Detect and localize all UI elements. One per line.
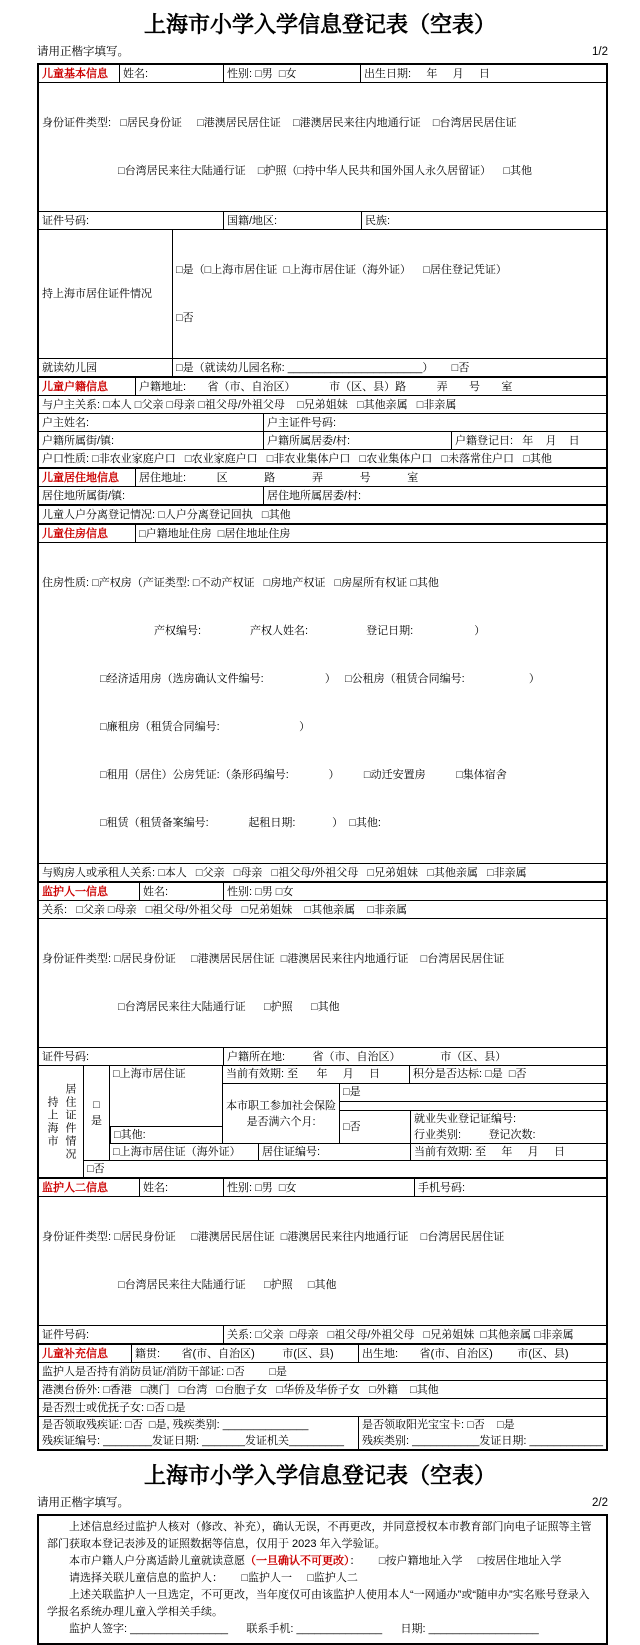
field-housing-line3: □经济适用房（选房确认文件编号: ） □公租房（租赁合同编号: ） — [100, 673, 540, 685]
yes-char: 是 — [91, 1115, 102, 1127]
preference-label: 本市户籍人户分离适龄儿童就读意愿 — [69, 1555, 245, 1567]
field-guardian1-overseas-card-no: 居住证编号: — [258, 1144, 410, 1161]
page-number-2: 2/2 — [592, 1497, 608, 1509]
row-guardian1-header — [39, 883, 606, 900]
guardian-signature-blank: 监护人签字: ________________ — [69, 1623, 228, 1635]
field-guardian1-permit-vertical-label — [39, 1066, 83, 1177]
field-guardian1-insurance-no: □否 — [343, 1121, 361, 1133]
registration-form-table — [37, 63, 608, 1451]
field-guardian1-industry: 行业类别: 登记次数: — [414, 1129, 536, 1141]
row-overseas-status — [39, 1380, 606, 1398]
field-native-place: 籍贯: 省(市、自治区) 市(区、县) — [131, 1345, 358, 1362]
row-guardian2-id-number — [39, 1325, 606, 1343]
row-householder — [39, 413, 606, 431]
field-housing-line5: □租用（居住）公房凭证:（条形码编号: ） □动迁安置房 □集体宿舍 — [100, 769, 507, 781]
row-kindergarten — [39, 358, 606, 376]
section-child-residence — [39, 467, 606, 504]
row-child-basic-header — [39, 65, 606, 82]
field-guardian1-relation: 关系: □父亲 □母亲 □祖父母/外祖父母 □兄弟姐妹 □其他亲属 □非亲属 — [42, 903, 407, 916]
field-hukou-reg-date: 户籍登记日: 年 月 日 — [451, 432, 606, 449]
field-guardian1-gender: 性别: □男 □女 — [223, 883, 606, 900]
field-guardian2-gender: 性别: □男 □女 — [223, 1179, 414, 1196]
handwriting-note: 请用正楷字填写。 — [37, 46, 129, 58]
field-child-birthdate: 出生日期: 年 月 日 — [360, 65, 606, 82]
field-housing-line6: □租赁（租赁备案编号: 起租日期: ） □其他: — [100, 817, 381, 829]
field-housing-line2: 产权编号: 产权人姓名: 登记日期: ） — [154, 625, 486, 637]
row-disability — [39, 1416, 606, 1449]
field-child-ethnicity: 民族: — [361, 212, 606, 229]
section-header-child-housing: 儿童住房信息 — [42, 527, 108, 540]
row-guardian1-residence-permit-block — [39, 1065, 606, 1177]
field-kindergarten-value: □是（就读幼儿园名称: ______________________） □否 — [172, 359, 606, 376]
section-guardian2 — [39, 1177, 606, 1343]
field-child-nationality: 国籍/地区: — [223, 212, 361, 229]
section-guardian1 — [39, 881, 606, 1177]
guardian-selection-line: 请选择关联儿童信息的监护人： □监护人一 □监护人二 — [69, 1572, 358, 1584]
field-householder-id: 户主证件号码: — [263, 414, 606, 431]
page2-title: 上海市小学入学信息登记表（空表） — [143, 1463, 496, 1488]
field-child-id-number: 证件号码: — [42, 214, 90, 227]
row-martyr — [39, 1398, 606, 1416]
row-guardian1-relation — [39, 900, 606, 918]
guardian-binding-notice: 上述关联监护人一旦选定，不可更改，当年度仅可由该监护人使用本人“一网通办”或“随申办”实名账号登录入学报名系统办理儿童入学相关手续。 — [47, 1589, 590, 1618]
field-child-gender: 性别: □男 □女 — [223, 65, 360, 82]
field-housing-line1: 住房性质: □产权房（产证类型: □不动产权证 □房地产权证 □房屋所有权证 □其他 — [42, 577, 439, 589]
field-guardian1-insurance-label — [223, 1084, 339, 1143]
field-householder-relation: 与户主关系: □本人 □父亲 □母亲 □祖父母/外祖父母 □兄弟姐妹 □其他亲属 □非亲属 — [42, 398, 457, 411]
field-guardian1-employment-reg: 就业失业登记证编号: — [414, 1113, 517, 1125]
row-guardian1-id-type — [39, 918, 606, 1047]
insurance-label-line1: 本市职工参加社会保险 — [226, 1099, 336, 1112]
row-child-id-number — [39, 211, 606, 229]
field-housing-line4: □廉租房（租赁合同编号: ） — [100, 721, 311, 733]
row-residence-street — [39, 486, 606, 504]
section-header-child-supplement: 儿童补充信息 — [42, 1347, 108, 1360]
section-header-child-residence: 儿童居住地信息 — [42, 471, 119, 484]
field-guardian1-points: 积分是否达标: □是 □否 — [409, 1066, 606, 1083]
section-header-guardian1: 监护人一信息 — [42, 885, 108, 898]
field-guardian2-id-type-line1: 身份证件类型: □居民身份证 □港澳居民居住证 □港澳居民来往内地通行证 □台湾居民居住证 — [42, 1231, 505, 1243]
field-guardian2-relation: 关系: □父亲 □母亲 □祖父母/外祖父母 □兄弟姐妹 □其他亲属 □非亲属 — [223, 1326, 606, 1343]
field-residence-committee: 居住地所属居委/村: — [263, 487, 606, 504]
row-guardian2-header — [39, 1179, 606, 1196]
field-guardian1-insurance-yes: □是 — [343, 1086, 361, 1098]
preference-warning: （一旦确认不可更改） — [245, 1555, 350, 1567]
row-guardian2-id-type — [39, 1196, 606, 1325]
spacer-cell — [340, 1101, 606, 1110]
field-guardian1-card-validity: 当前有效期: 至 年 月 日 — [226, 1068, 381, 1080]
row-housing-header — [39, 525, 606, 542]
page2-meta — [37, 1495, 608, 1511]
vertical-label-line2: 居住证件情况 — [64, 1082, 76, 1161]
checkbox-glyph: □ — [93, 1099, 100, 1111]
field-child-name: 姓名: — [119, 65, 223, 82]
field-housing-types: □户籍地址住房 □居住地址住房 — [135, 525, 606, 542]
confirmation-box — [37, 1514, 608, 1645]
page-number: 1/2 — [592, 46, 608, 58]
row-hukou-type — [39, 449, 606, 467]
contact-phone-blank: 联系手机: ______________ — [246, 1623, 383, 1635]
preference-options: ： □按户籍地址入学 □按居住地址入学 — [349, 1555, 562, 1567]
row-hukou-street — [39, 431, 606, 449]
page1-title: 上海市小学入学信息登记表（空表） — [143, 12, 496, 37]
insurance-label-line2: 是否满六个月: — [246, 1115, 316, 1128]
section-header-child-basic: 儿童基本信息 — [42, 67, 108, 80]
field-birthplace: 出生地: 省(市、自治区) 市(区、县) — [358, 1345, 606, 1362]
row-hukou-header — [39, 378, 606, 395]
field-guardian2-phone: 手机号码: — [414, 1179, 606, 1196]
section-child-basic — [39, 65, 606, 376]
field-guardian1-shanghai-card: □上海市居住证 — [113, 1068, 186, 1080]
field-guardian1-hukou-place: 户籍所在地: 省（市、自治区） 市（区、县） — [223, 1048, 606, 1065]
row-housing-nature — [39, 542, 606, 863]
row-supplement-header — [39, 1345, 606, 1362]
section-child-housing — [39, 523, 606, 881]
field-guardian1-permit-no: □否 — [83, 1160, 606, 1177]
field-residence-address: 居住地址: 区 路 弄 号 室 — [135, 469, 606, 486]
field-guardian1-overseas-card: □上海市居住证（海外证） — [113, 1146, 241, 1158]
field-hukou-address: 户籍地址: 省（市、自治区） 市（区、县）路 弄 号 室 — [135, 378, 606, 395]
field-child-id-type-line2: □台湾居民来往大陆通行证 □护照（□持中华人民共和国外国人永久居留证） □其他 — [118, 165, 533, 177]
section-child-hukou — [39, 376, 606, 467]
field-overseas-status: 港澳台侨外: □香港 □澳门 □台湾 □台胞子女 □华侨及华侨子女 □外籍 □其他 — [42, 1383, 439, 1396]
field-hukou-street: 户籍所属街/镇: — [42, 434, 115, 447]
field-guardian1-other-card: □其他: — [110, 1126, 222, 1143]
field-firefighter-cert: 监护人是否持有消防员证/消防干部证: □否 □是 — [42, 1365, 287, 1378]
field-hukou-type: 户口性质: □非农业家庭户口 □农业家庭户口 □非农业集体户口 □农业集体户口 □未落常住户口 □其他 — [42, 452, 552, 465]
field-guardian1-permit-yes — [83, 1066, 109, 1160]
field-buyer-relation: 与购房人或承租人关系: □本人 □父亲 □母亲 □祖父母/外祖父母 □兄弟姐妹 □其他亲属 □非亲属 — [42, 866, 527, 879]
field-child-residence-permit-no: □否 — [176, 312, 194, 324]
field-householder-name: 户主姓名: — [42, 416, 90, 429]
row-firefighter — [39, 1362, 606, 1380]
row-householder-relation — [39, 395, 606, 413]
field-separation-registration: 儿童人户分离登记情况: □人户分离登记回执 □其他 — [42, 508, 291, 521]
field-guardian2-id-type-line2: □台湾居民来往大陆通行证 □护照 □其他 — [118, 1279, 337, 1291]
field-child-residence-permit-label: 持上海市居住证件情况 — [42, 288, 152, 300]
vertical-label-line1: 持上海市 — [46, 1095, 58, 1148]
field-guardian1-overseas-card-validity: 当前有效期: 至 年 月 日 — [410, 1144, 606, 1161]
field-residence-street: 居住地所属街/镇: — [42, 489, 126, 502]
field-hukou-committee: 户籍所属居委/村: — [263, 432, 451, 449]
row-child-residence-permit — [39, 229, 606, 358]
row-child-id-type — [39, 82, 606, 211]
section-separation — [39, 504, 606, 523]
section-header-guardian2: 监护人二信息 — [42, 1181, 108, 1194]
field-sunshine-disability-type: 残疾类别: ___________发证日期: ____________ — [362, 1435, 603, 1447]
confirmation-paragraph: 上述信息经过监护人核对（修改、补充），确认无误，不再更改，并同意授权本市教育部门向电子证照等主管部门获取本登记表涉及的证照数据等信息，仅用于 2023 年入学验证。 — [47, 1521, 592, 1550]
row-guardian1-id-number — [39, 1047, 606, 1065]
field-child-id-type-line1: 身份证件类型: □居民身份证 □港澳居民居住证 □港澳居民来往内地通行证 □台湾居民居住证 — [42, 117, 517, 129]
enrollment-preference-line — [47, 1553, 598, 1570]
row-residence-header — [39, 469, 606, 486]
page1-meta — [37, 44, 608, 60]
field-guardian1-name: 姓名: — [139, 883, 223, 900]
field-disability-cert: 是否领取残疾证: □否 □是, 残疾类别: ______________ — [42, 1419, 309, 1431]
row-buyer-relation — [39, 863, 606, 881]
signature-line — [47, 1621, 598, 1638]
field-guardian1-id-number: 证件号码: — [42, 1050, 90, 1063]
field-guardian1-id-type-line2: □台湾居民来往大陆通行证 □护照 □其他 — [118, 1001, 340, 1013]
field-disability-cert-number: 残疾证编号: ________发证日期: _______发证机关_________ — [42, 1435, 345, 1447]
row-separation — [39, 506, 606, 523]
handwriting-note-2: 请用正楷字填写。 — [37, 1497, 129, 1509]
field-guardian2-name: 姓名: — [139, 1179, 223, 1196]
field-child-residence-permit-yes: □是（□上海市居住证 □上海市居住证（海外证） □居住登记凭证） — [176, 264, 507, 276]
field-guardian2-id-number: 证件号码: — [42, 1328, 90, 1341]
field-martyr-child: 是否烈士或优抚子女: □否 □是 — [42, 1401, 186, 1414]
date-blank: 日期: __________________ — [400, 1623, 539, 1635]
field-kindergarten-label: 就读幼儿园 — [42, 361, 97, 374]
field-guardian1-id-type-line1: 身份证件类型: □居民身份证 □港澳居民居住证 □港澳居民来往内地通行证 □台湾居民居住证 — [42, 953, 505, 965]
section-child-supplement — [39, 1343, 606, 1449]
field-sunshine-card: 是否领取阳光宝宝卡: □否 □是 — [362, 1419, 515, 1431]
section-header-child-hukou: 儿童户籍信息 — [42, 380, 108, 393]
